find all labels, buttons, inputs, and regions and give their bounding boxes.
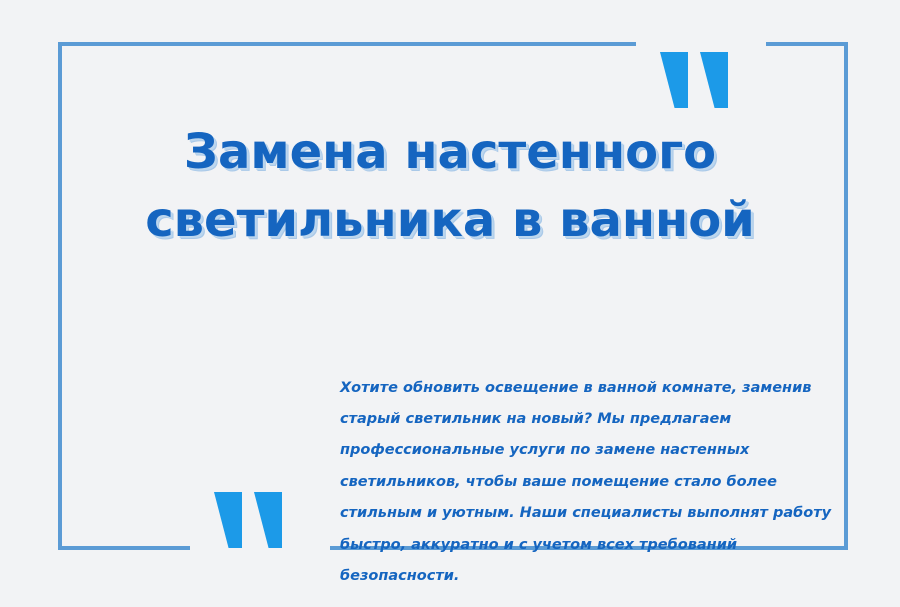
slide-title-line-2: светильника в ванной [145, 192, 755, 249]
slide-title [100, 118, 800, 254]
slide-title-line-1: Замена настенного [183, 124, 717, 180]
quote-mark-glyph [660, 52, 688, 108]
slide-body [340, 358, 842, 607]
quotation-mark-icon-top [660, 52, 728, 108]
quote-mark-glyph [700, 52, 728, 108]
quote-mark-glyph [254, 492, 282, 548]
slide-body-paragraph: Хотите обновить освещение в ванной комнате, заменив старый светильник на новый? Мы предлагаем профессиональные услуги по замене настенных светильников, чтобы ваше помещение стало более стильным и уютным. Наши специалисты выполнят работу быстро, аккуратно и с учетом всех требований безопасности. [340, 379, 832, 585]
quotation-mark-icon-bottom [214, 492, 282, 548]
quote-mark-glyph [214, 492, 242, 548]
